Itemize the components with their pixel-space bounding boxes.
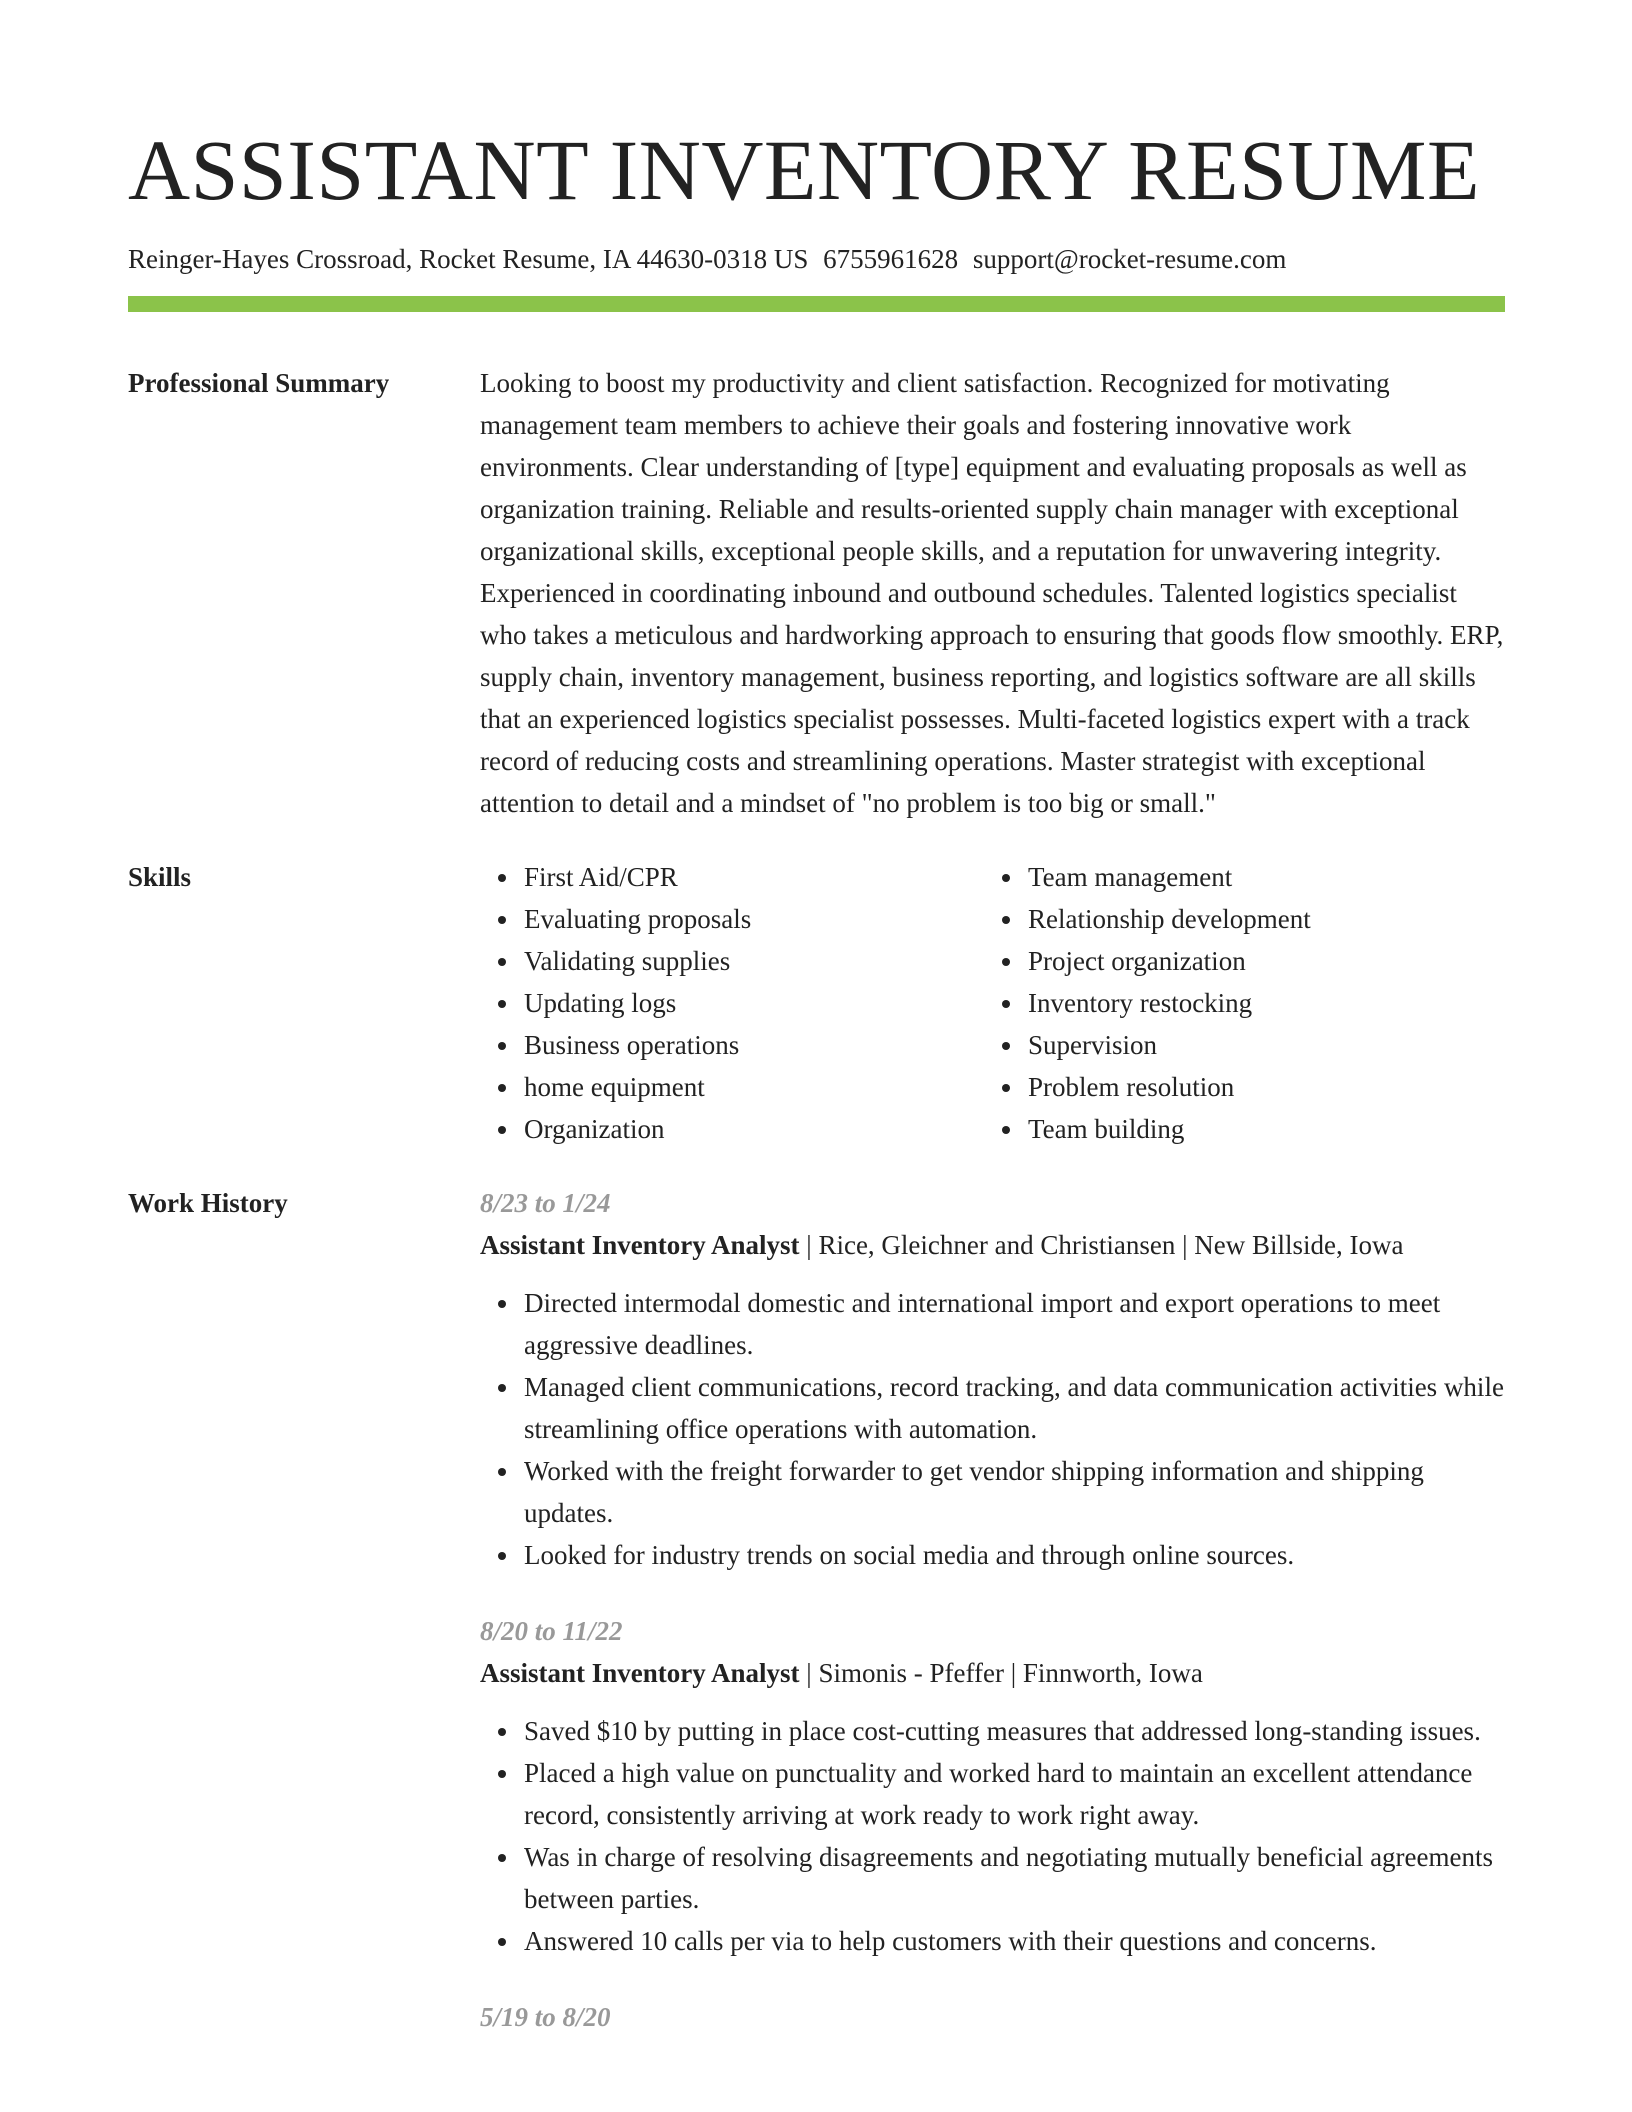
summary-section [128,362,1505,824]
work-history-section [128,1182,1505,2072]
skill-item: Organization [524,1108,984,1150]
job-bullet: Worked with the freight forwarder to get vendor shipping information and shipping updates. [524,1450,1505,1534]
skill-item: Inventory restocking [1028,982,1488,1024]
skills-section [128,856,1505,1150]
job-bullet: Placed a high value on punctuality and worked hard to maintain an excellent attendance record, consistently arriving at work ready to work right away. [524,1752,1505,1836]
job-entry [480,1182,1505,1576]
job-entry [480,1996,1505,2038]
contact-phone: 6755961628 [823,244,959,274]
work-history-body [480,1182,1505,2072]
skill-item: Updating logs [524,982,984,1024]
job-company: Rice, Gleichner and Christiansen [818,1230,1176,1260]
job-bullet: Answered 10 calls per via to help customers with their questions and concerns. [524,1920,1505,1962]
skills-column-left [480,856,984,1150]
header-divider [128,296,1505,312]
job-bullet: Looked for industry trends on social media and through online sources. [524,1534,1505,1576]
summary-text: Looking to boost my productivity and client satisfaction. Recognized for motivating management team members to achieve their goals and fostering innovative work environments. Clear understanding of [type] equipment and evaluating proposals as well as organization training. Reliable and results-oriented supply chain manager with exceptional organizational skills, exceptional people skills, and a reputation for unwavering integrity. Experienced in coordinating inbound and outbound schedules. Talented logistics specialist who takes a meticulous and hardworking approach to ensuring that goods flow smoothly. ERP, supply chain, inventory management, business reporting, and logistics software are all skills that an experienced logistics specialist possesses. Multi-faceted logistics expert with a track record of reducing costs and streamlining operations. Master strategist with exceptional attention to detail and a mindset of "no problem is too big or small." [480,368,1504,818]
job-bullet: Directed intermodal domestic and international import and export operations to meet aggressive deadlines. [524,1282,1505,1366]
job-dates: 8/23 to 1/24 [480,1188,611,1218]
job-bullet: Was in charge of resolving disagreements and negotiating mutually beneficial agreements between parties. [524,1836,1505,1920]
skill-item: Validating supplies [524,940,984,982]
summary-heading: Professional Summary [128,368,390,398]
resume-title: ASSISTANT INVENTORY RESUME [128,122,1481,218]
skill-item: home equipment [524,1066,984,1108]
job-bullet: Managed client communications, record tracking, and data communication activities while streamlining office operations with automation. [524,1366,1505,1450]
contact-line [128,242,1505,276]
job-entry [480,1610,1505,1962]
job-bullet: Saved $10 by putting in place cost-cutting measures that addressed long-standing issues. [524,1710,1505,1752]
skill-item: Problem resolution [1028,1066,1488,1108]
skills-column-right [984,856,1488,1150]
job-company: Simonis - Pfeffer [818,1658,1004,1688]
job-title: Assistant Inventory Analyst [480,1658,800,1688]
job-title: Assistant Inventory Analyst [480,1230,800,1260]
skills-heading: Skills [128,862,192,892]
job-dates: 5/19 to 8/20 [480,2002,611,2032]
skill-item: Evaluating proposals [524,898,984,940]
skill-item: Team management [1028,856,1488,898]
work-history-heading: Work History [128,1188,288,1218]
job-dates: 8/20 to 11/22 [480,1616,623,1646]
skill-item: Supervision [1028,1024,1488,1066]
skill-item: Relationship development [1028,898,1488,940]
job-bullets [480,1710,1505,1962]
job-location: New Billside, Iowa [1194,1230,1404,1260]
contact-address: Reinger-Hayes Crossroad, Rocket Resume, IA 44630-0318 US [128,244,809,274]
skill-item: Project organization [1028,940,1488,982]
skill-item: First Aid/CPR [524,856,984,898]
contact-email[interactable]: support@rocket-resume.com [972,244,1287,274]
job-location: Finnworth, Iowa [1022,1658,1203,1688]
skill-item: Business operations [524,1024,984,1066]
resume-page [128,120,1505,2072]
skill-item: Team building [1028,1108,1488,1150]
job-header: Assistant Inventory Analyst | Rice, Gleichner and Christiansen | New Billside, Iowa [480,1230,1404,1260]
job-bullets [480,1282,1505,1576]
skills-grid [480,856,1505,1150]
skills-body [480,856,1505,1150]
job-header: Assistant Inventory Analyst | Simonis - Pfeffer | Finnworth, Iowa [480,1658,1203,1688]
